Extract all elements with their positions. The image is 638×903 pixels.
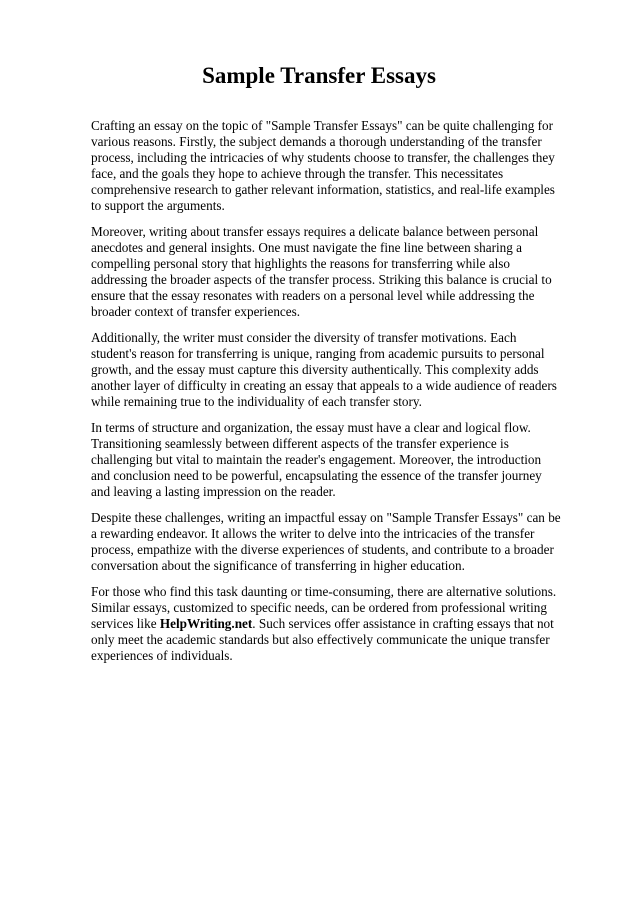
paragraph-3: Additionally, the writer must consider the diversity of transfer motivations. Each student's reason for transferring is unique, ranging from academic pursuits to personal growth, and the essay must capture this diversity authentically. This complexity adds another layer of difficulty in creating an essay that appeals to a wide audience of readers while remaining true to the individuality of each transfer story.	[91, 330, 557, 409]
page-title: Sample Transfer Essays	[202, 63, 436, 88]
paragraph-1: Crafting an essay on the topic of "Sample Transfer Essays" can be quite challenging for various reasons. Firstly, the subject demands a thorough understanding of the transfer process, including the intricacies of why students choose to transfer, the challenges they face, and the goals they hope to achieve through the transfer. This necessitates comprehensive research to gather relevant information, statistics, and real-life examples to support the arguments.	[91, 118, 555, 213]
brand-name: HelpWriting.net	[159, 616, 253, 631]
paragraph-5: Despite these challenges, writing an impactful essay on "Sample Transfer Essays" can be a rewarding endeavor. It allows the writer to delve into the intricacies of the transfer process, empathize with the diverse experiences of students, and contribute to a broader conversation about the significance of transferring in higher education.	[91, 510, 561, 573]
document-body	[91, 118, 563, 674]
paragraph-4: In terms of structure and organization, the essay must have a clear and logical flow. Transitioning seamlessly between different aspects of the transfer experience is challenging but vital to maintain the reader's engagement. Moreover, the introduction and conclusion need to be powerful, encapsulating the essence of the transfer journey and leaving a lasting impression on the reader.	[91, 420, 542, 499]
paragraph-6	[91, 584, 563, 664]
paragraph-2: Moreover, writing about transfer essays requires a delicate balance between personal anecdotes and general insights. One must navigate the fine line between sharing a compelling personal story that highlights the reasons for transferring while also addressing the broader aspects of the transfer process. Striking this balance is crucial to ensure that the essay resonates with readers on a personal level while addressing the broader context of transfer experiences.	[91, 224, 552, 319]
paragraph-6-lead-text: For those who find this task daunting or time-consuming, there are alternative solutions. Similar essays, customized to specific needs, can be ordered from professional writing services like	[91, 584, 557, 631]
paragraph-6-trailing-text: . Such services offer assistance in crafting essays that not only meet the academic standards but also effectively communicate the unique transfer experiences of individuals.	[91, 616, 554, 663]
